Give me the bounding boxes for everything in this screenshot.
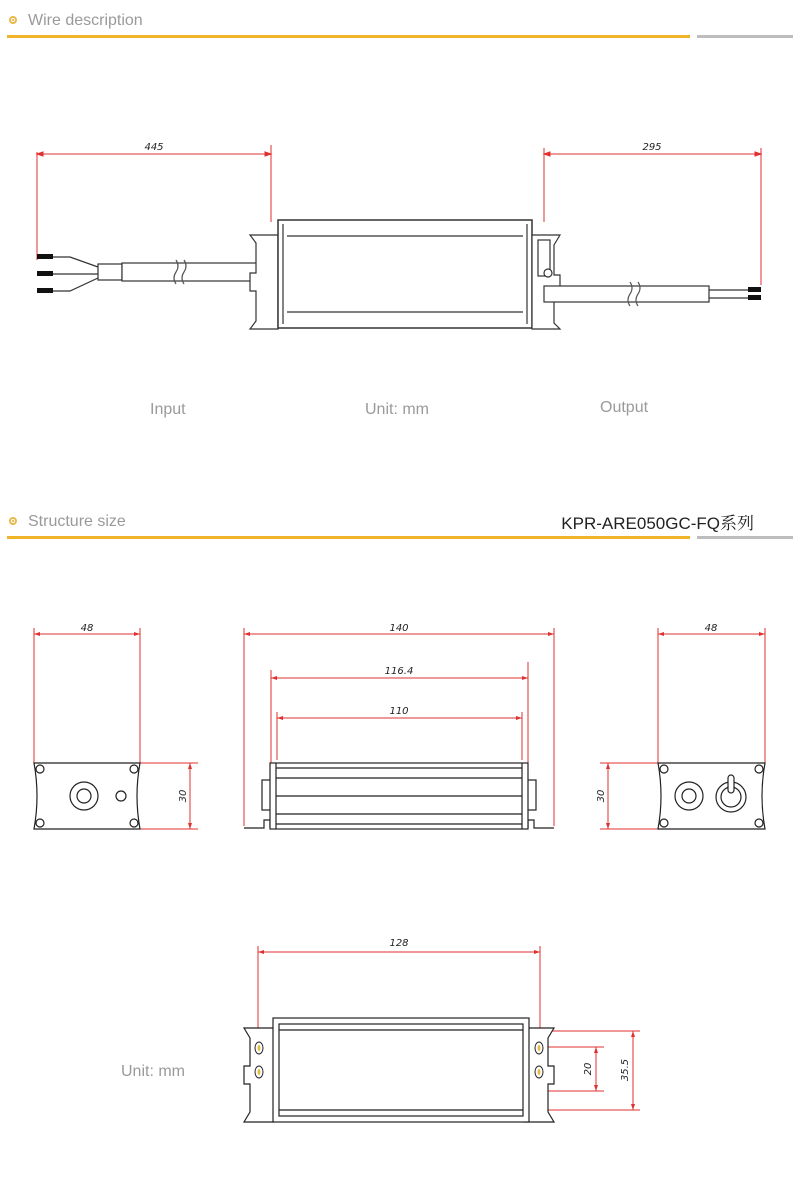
wire-section-header: [0, 0, 800, 40]
header-rule: [7, 35, 690, 38]
right-height-label: 30: [596, 789, 607, 803]
left-width-label: 48: [80, 623, 94, 634]
input-length-label: 445: [144, 142, 164, 153]
left-height-label: 30: [178, 789, 189, 803]
bullet-icon: [9, 16, 17, 24]
bullet-icon: [9, 517, 17, 525]
header-rule-gray: [697, 35, 793, 38]
mount-length-label: 128: [389, 938, 409, 949]
output-caption: Output: [600, 399, 649, 416]
structure-diagram: [0, 600, 800, 1181]
overall-width-label: 35.5: [620, 1058, 631, 1082]
model-name: KPR-ARE050GC-FQ系列: [561, 514, 754, 533]
input-caption: Input: [150, 401, 186, 418]
output-length-label: 295: [642, 142, 662, 153]
body-length-label: 116.4: [384, 666, 414, 677]
inner-length-label: 110: [389, 706, 409, 717]
total-length-label: 140: [389, 623, 409, 634]
right-width-label: 48: [704, 623, 718, 634]
header-rule-gray: [697, 536, 793, 539]
section-title: Wire description: [28, 12, 143, 29]
hole-spacing-label: 20: [583, 1062, 594, 1076]
structure-unit-caption: Unit: mm: [121, 1063, 185, 1080]
unit-caption: Unit: mm: [365, 401, 429, 418]
header-rule: [7, 536, 690, 539]
section-title: Structure size: [28, 513, 126, 530]
structure-section-header: [0, 500, 800, 540]
